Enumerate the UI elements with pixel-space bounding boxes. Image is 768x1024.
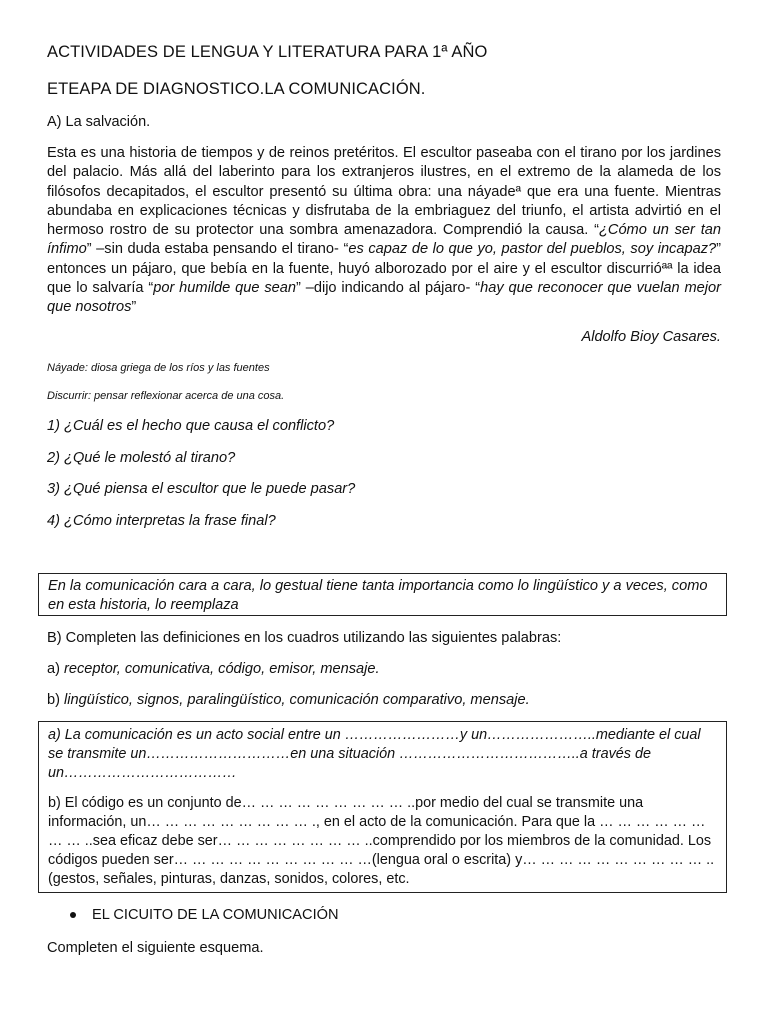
word-list-words: receptor, comunicativa, código, emisor, mensaje. xyxy=(64,661,380,677)
section-a-heading: A) La salvación. xyxy=(47,114,151,130)
story-text: Esta es una historia de tiempos y de reinos pretéritos. El escultor paseaba con el tirano por los jardines del palacio. Más allá del laberinto para los extranjeros ilustres, en el extremo de la alameda de los filósofos decapitados, el escultor presentó su última obra: una náyadeª que era una fuente. Mientras abundaba en explicaciones técnicas y disfrutaba de la embriaguez del triunfo, el artista advirtió en el hermoso rostro de su protector una sombra amenazadora. Comprendió la causa. “ xyxy=(47,145,721,239)
question-2: 2) ¿Qué le molestó al tirano? xyxy=(47,450,236,466)
definitions-box xyxy=(38,721,727,893)
story-quote: por humilde que sean xyxy=(153,280,296,297)
section-b-intro: B) Completen las definiciones en los cuadros utilizando las siguientes palabras: xyxy=(47,630,562,646)
story-quote: hay que reconocer que vuelan mejor que nosotros xyxy=(47,280,721,316)
story-text: ” xyxy=(131,299,137,316)
document-title: ACTIVIDADES DE LENGUA Y LITERATURA PARA 1ª AÑO xyxy=(47,43,488,61)
question-3: 3) ¿Qué piensa el escultor que le puede pasar? xyxy=(47,481,356,497)
circuit-title: EL CICUITO DE LA COMUNICACIÓN xyxy=(92,907,339,923)
story-quote: es capaz de lo que yo, pastor del pueblos, soy incapaz? xyxy=(348,241,717,258)
circuit-bullet xyxy=(70,907,339,923)
story-text: ” –sin duda estaba pensando el tirano- “ xyxy=(86,241,349,258)
story-text: ” entonces un pájaro, que bebía en la fuente, huyó alborozado por el aire y el escultor discurrióªª la idea que lo salvaría “ xyxy=(47,241,721,297)
gesture-note-box: En la comunicación cara a cara, lo gestual tiene tanta importancia como lo lingüístico y a veces, como en esta historia, lo reemplaza xyxy=(38,573,727,616)
word-list-words: lingüístico, signos, paralingüístico, comunicación comparativo, mensaje. xyxy=(64,692,530,708)
document-subtitle: ETEAPA DE DIAGNOSTICO.LA COMUNICACIÓN. xyxy=(47,80,426,98)
word-list-label: b) xyxy=(47,692,65,708)
question-4: 4) ¿Cómo interpretas la frase final? xyxy=(47,513,276,529)
word-list-b xyxy=(47,692,530,708)
story-quote: ¿Cómo un ser tan ínfimo xyxy=(47,222,721,258)
definition-communication: a) La comunicación es un acto social entre un ……………………y un…………………..mediante el cual se transmite un…………………………en una situación ………………………………..a través de un……………………………… xyxy=(48,727,701,781)
circuit-instruction: Completen el siguiente esquema. xyxy=(47,940,264,956)
word-list-label: a) xyxy=(47,661,65,677)
question-1: 1) ¿Cuál es el hecho que causa el conflicto? xyxy=(47,418,335,434)
bullet-icon xyxy=(70,912,76,918)
story-paragraph xyxy=(47,144,721,318)
footnote-discurrir: Discurrir: pensar reflexionar acerca de una cosa. xyxy=(47,390,285,402)
story-author: Aldolfo Bioy Casares. xyxy=(581,329,721,345)
footnote-nayade: Náyade: diosa griega de los ríos y las fuentes xyxy=(47,362,270,374)
definition-code: b) El código es un conjunto de… … … … … … … … … ..por medio del cual se transmite una información, un… … … … … … … … … ., en el acto de la comunicación. Para que la … … … … … … … … ..sea eficaz debe ser… … … … … … … … ..comprendido por los miembros de la comunidad. Los códigos pueden ser… … … … … … … … … … …(lengua oral o escrita) y… … … … … … … … … … ..(gestos, señales, pinturas, danzas, sonidos, colores, etc. xyxy=(48,795,715,887)
story-text: ” –dijo indicando al pájaro- “ xyxy=(296,280,481,297)
word-list-a xyxy=(47,661,380,677)
